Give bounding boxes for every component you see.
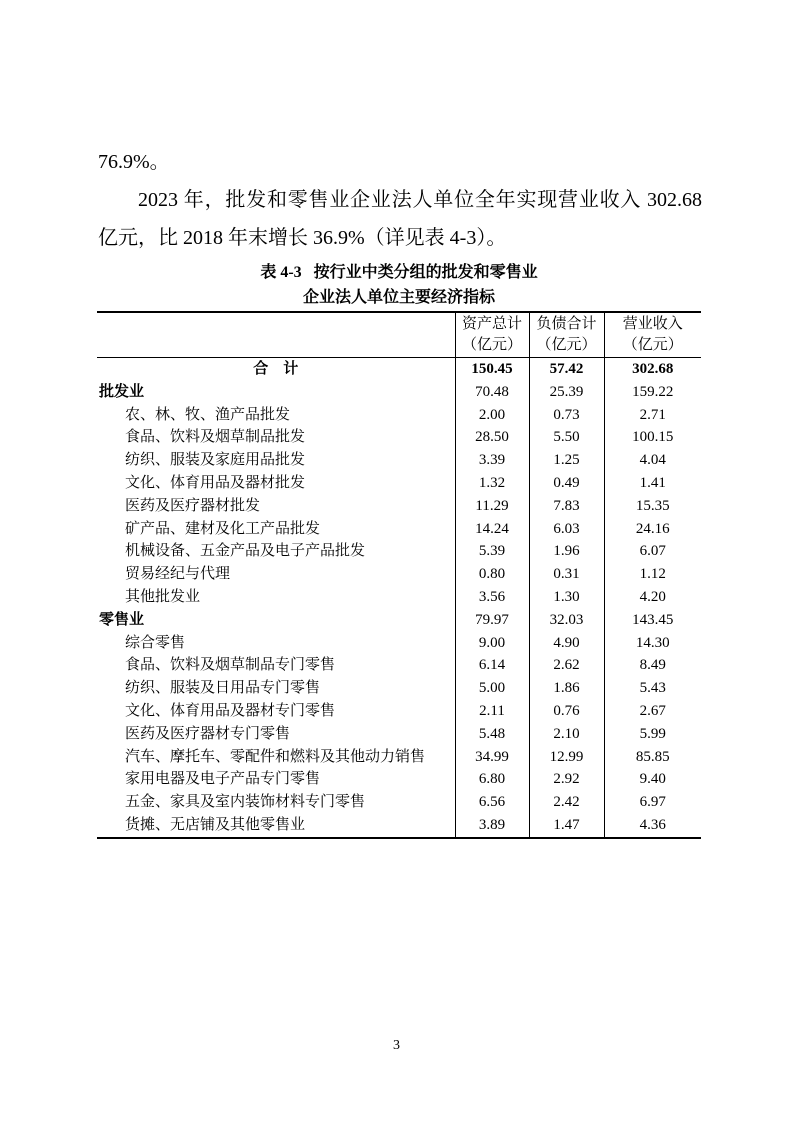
row-value: 9.00 — [455, 632, 529, 655]
column-unit: （亿元） — [461, 337, 522, 353]
table-row — [97, 791, 701, 814]
row-label: 文化、体育用品及器材专门零售 — [125, 702, 336, 719]
row-value: 6.07 — [604, 540, 701, 563]
row-value: 6.03 — [529, 518, 604, 541]
row-value: 150.45 — [455, 358, 529, 381]
row-value: 143.45 — [604, 609, 701, 632]
row-value: 5.50 — [529, 426, 604, 449]
row-value: 2.71 — [604, 404, 701, 427]
table-row — [97, 632, 701, 655]
row-label: 合 计 — [253, 361, 299, 377]
row-label: 货摊、无店铺及其他零售业 — [125, 816, 306, 833]
row-value: 4.20 — [604, 586, 701, 609]
row-value: 34.99 — [455, 746, 529, 769]
row-value: 3.56 — [455, 586, 529, 609]
header-cell-revenue — [604, 312, 701, 358]
row-value: 0.31 — [529, 563, 604, 586]
table-header — [97, 312, 701, 358]
table-container — [97, 311, 701, 839]
row-value: 6.14 — [455, 654, 529, 677]
row-value: 5.00 — [455, 677, 529, 700]
row-label: 综合零售 — [125, 634, 186, 651]
row-label: 医药及医疗器材批发 — [125, 497, 261, 514]
row-value: 1.41 — [604, 472, 701, 495]
row-value: 14.30 — [604, 632, 701, 655]
row-value: 4.90 — [529, 632, 604, 655]
row-value: 5.99 — [604, 723, 701, 746]
row-value: 2.92 — [529, 768, 604, 791]
row-value: 2.67 — [604, 700, 701, 723]
table-row — [97, 609, 701, 632]
row-label: 批发业 — [99, 383, 145, 400]
row-value: 70.48 — [455, 381, 529, 404]
table-title-text: 按行业中类分组的批发和零售业 — [313, 264, 538, 281]
column-name: 资产总计 — [461, 316, 522, 332]
row-value: 25.39 — [529, 381, 604, 404]
row-value: 57.42 — [529, 358, 604, 381]
row-value: 2.11 — [455, 700, 529, 723]
row-value: 2.00 — [455, 404, 529, 427]
table-row — [97, 814, 701, 838]
table-body — [97, 358, 701, 838]
row-value: 6.97 — [604, 791, 701, 814]
row-label: 汽车、摩托车、零配件和燃料及其他动力销售 — [125, 748, 426, 765]
table-row — [97, 495, 701, 518]
table-row — [97, 723, 701, 746]
row-value: 0.76 — [529, 700, 604, 723]
row-value: 32.03 — [529, 609, 604, 632]
row-value: 6.80 — [455, 768, 529, 791]
row-label: 五金、家具及室内装饰材料专门零售 — [125, 794, 366, 811]
table-row — [97, 381, 701, 404]
row-label: 食品、饮料及烟草制品批发 — [125, 429, 306, 446]
row-value: 5.48 — [455, 723, 529, 746]
table-row — [97, 404, 701, 427]
column-unit: （亿元） — [536, 337, 597, 353]
table-row — [97, 563, 701, 586]
row-value: 6.56 — [455, 791, 529, 814]
row-value: 11.29 — [455, 495, 529, 518]
carryover-line: 76.9%。 — [98, 151, 170, 173]
table-caption-line1 — [97, 260, 701, 285]
row-value: 0.73 — [529, 404, 604, 427]
table-caption-line2: 企业法人单位主要经济指标 — [302, 289, 495, 306]
row-value: 1.32 — [455, 472, 529, 495]
table-row — [97, 472, 701, 495]
row-value: 4.04 — [604, 449, 701, 472]
row-value: 28.50 — [455, 426, 529, 449]
row-value: 7.83 — [529, 495, 604, 518]
row-label: 农、林、牧、渔产品批发 — [125, 406, 291, 423]
row-label: 食品、饮料及烟草制品专门零售 — [125, 657, 336, 674]
page-number: 3 — [393, 1038, 400, 1053]
row-label: 文化、体育用品及器材批发 — [125, 474, 306, 491]
row-value: 1.47 — [529, 814, 604, 838]
row-value: 0.80 — [455, 563, 529, 586]
header-cell-empty — [97, 312, 455, 358]
row-value: 24.16 — [604, 518, 701, 541]
row-value: 3.39 — [455, 449, 529, 472]
economic-indicators-table — [97, 311, 701, 839]
table-row — [97, 518, 701, 541]
table-caption — [97, 260, 701, 310]
table-row — [97, 540, 701, 563]
row-value: 0.49 — [529, 472, 604, 495]
row-label: 医药及医疗器材专门零售 — [125, 725, 291, 742]
row-value: 1.12 — [604, 563, 701, 586]
row-value: 3.89 — [455, 814, 529, 838]
header-row — [97, 312, 701, 358]
row-value: 8.49 — [604, 654, 701, 677]
row-value: 302.68 — [604, 358, 701, 381]
row-value: 4.36 — [604, 814, 701, 838]
row-label: 零售业 — [99, 611, 145, 628]
table-row — [97, 700, 701, 723]
body-text — [98, 143, 702, 257]
row-label: 纺织、服装及日用品专门零售 — [125, 680, 321, 697]
table-row — [97, 746, 701, 769]
row-value: 1.25 — [529, 449, 604, 472]
row-value: 79.97 — [455, 609, 529, 632]
row-value: 9.40 — [604, 768, 701, 791]
row-value: 5.39 — [455, 540, 529, 563]
row-label: 机械设备、五金产品及电子产品批发 — [125, 543, 366, 560]
row-label: 家用电器及电子产品专门零售 — [125, 771, 321, 788]
column-name: 负债合计 — [536, 316, 597, 332]
row-value: 159.22 — [604, 381, 701, 404]
row-label: 纺织、服装及家庭用品批发 — [125, 452, 306, 469]
row-value: 100.15 — [604, 426, 701, 449]
table-row — [97, 768, 701, 791]
row-label: 贸易经纪与代理 — [125, 566, 231, 583]
table-row — [97, 358, 701, 381]
header-cell-liabilities — [529, 312, 604, 358]
row-value: 12.99 — [529, 746, 604, 769]
row-value: 85.85 — [604, 746, 701, 769]
table-row — [97, 449, 701, 472]
column-unit: （亿元） — [622, 337, 683, 353]
table-row — [97, 677, 701, 700]
row-value: 2.10 — [529, 723, 604, 746]
header-cell-assets — [455, 312, 529, 358]
row-value: 5.43 — [604, 677, 701, 700]
table-number-label: 表 4-3 — [260, 264, 302, 281]
table-row — [97, 586, 701, 609]
row-value: 1.96 — [529, 540, 604, 563]
column-name: 营业收入 — [622, 316, 683, 332]
row-value: 1.30 — [529, 586, 604, 609]
row-label: 其他批发业 — [125, 588, 201, 605]
row-value: 2.42 — [529, 791, 604, 814]
row-value: 14.24 — [455, 518, 529, 541]
table-row — [97, 654, 701, 677]
table-row — [97, 426, 701, 449]
row-value: 1.86 — [529, 677, 604, 700]
row-value: 15.35 — [604, 495, 701, 518]
row-value: 2.62 — [529, 654, 604, 677]
intro-paragraph: 2023 年，批发和零售业企业法人单位全年实现营业收入 302.68 亿元，比 2018 年末增长 36.9%（详见表 4-3）。 — [98, 189, 702, 249]
row-label: 矿产品、建材及化工产品批发 — [125, 520, 321, 537]
